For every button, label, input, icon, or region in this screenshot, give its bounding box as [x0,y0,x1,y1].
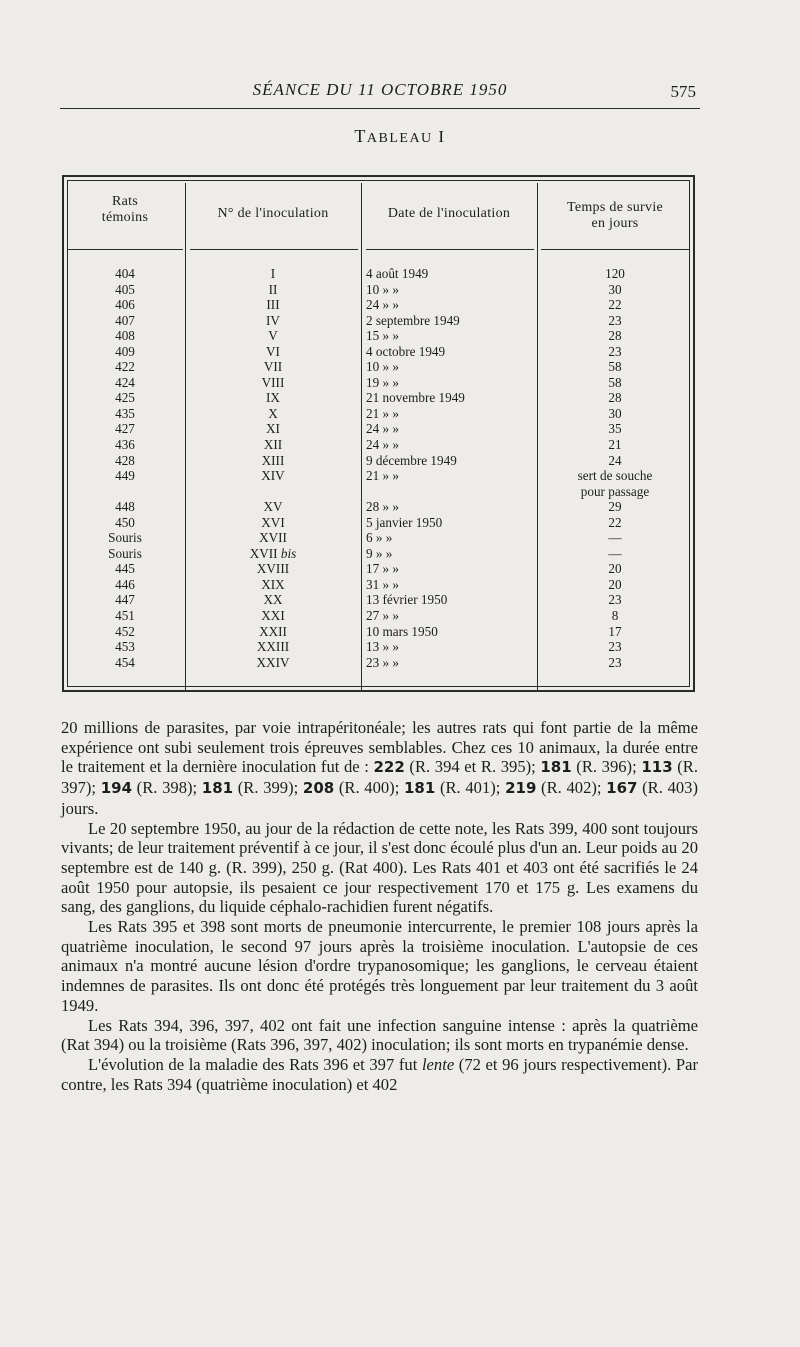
cell-survival: 17 [608,623,622,639]
duration-value: 208 [302,779,335,798]
paragraph: Les Rats 395 et 398 sont morts de pneumonie intercurrente, le premier 108 jours après la quatrième inoculation, le second 97 jours après la troisième inoculation. L'autopsie de ces animaux n'a montré aucune lésion d'ordre trypanosomique; les ganglions, le cerveau étaient indemnes de parasites. Ils ont donc été protégés très longuement par leur traitement du 3 août 1949. [61,917,698,1015]
cell-date: 31 » » [366,576,399,592]
cell-survival: 23 [608,639,622,655]
table-row [66,421,692,437]
cell-inoculation-no: XVII bis [249,545,297,561]
cell-inoculation-no: XX [263,592,283,608]
cell-rat: 405 [115,281,135,297]
paragraph: Les Rats 394, 396, 397, 402 ont fait une infection sanguine intense : après la quatrième (Rat 394) ou la troisième (Rats 396, 397, 402) inoculation; ils sont morts en trypanémie dense. [61,1015,698,1055]
cell-inoculation-no: XIV [261,468,285,484]
cell-inoculation-no: XII [263,437,283,453]
cell-survival: 20 [608,561,622,577]
cell-survival: 35 [608,421,622,437]
cell-date: 24 » » [366,297,399,313]
header-underline [190,249,358,250]
cell-rat: 424 [115,374,135,390]
duration-value: 194 [100,779,133,798]
cell-date: 21 novembre 1949 [366,390,465,406]
cell-date: 27 » » [366,608,399,624]
cell-inoculation-no: XIX [261,576,285,592]
cell-inoculation-no: III [266,297,280,313]
body-text [61,718,699,1094]
cell-survival: 30 [608,405,622,421]
cell-inoculation-no: XVI [261,514,285,530]
duration-value: 181 [403,779,436,798]
table-row [66,390,692,406]
paragraph: L'évolution de la maladie des Rats 396 et 397 fut lente (72 et 96 jours respectivement). Par contre, les Rats 394 (quatrième inoculation) et 402 [61,1054,698,1094]
table-row [66,328,692,344]
cell-date: 10 » » [366,281,399,297]
table-title-number: I [432,127,446,146]
cell-inoculation-no: XVIII [256,561,290,577]
emphasis: lente [421,1054,455,1074]
duration-value: 167 [606,779,638,798]
header-rule [60,108,700,109]
table-row [66,546,692,562]
table-row [66,375,692,391]
cell-rat: 447 [115,592,135,608]
table-row [66,499,692,515]
cell-rat: 422 [115,359,135,375]
header-underline [541,249,689,250]
table-row [66,639,692,655]
table-row [66,530,692,546]
table-row [66,297,692,313]
cell-rat: 427 [115,421,135,437]
cell-rat: 453 [115,639,135,655]
cell-survival: 28 [608,328,622,344]
cell-rat: 409 [115,343,135,359]
table-row [66,282,692,298]
cell-date: 5 janvier 1950 [366,514,443,530]
cell-inoculation-no: XXIII [256,639,290,655]
duration-value: 181 [540,758,572,777]
cell-date: 23 » » [366,654,399,670]
cell-survival: 22 [608,514,622,530]
cell-rat: 406 [115,297,135,313]
table-row [66,592,692,608]
table-title [0,126,800,147]
cell-date: 28 » » [366,499,399,515]
cell-rat: 448 [115,499,135,515]
cell-date: 4 octobre 1949 [366,343,446,359]
cell-survival: 21 [608,437,622,453]
table-row [66,624,692,640]
cell-rat: 404 [115,266,135,281]
cell-survival: 28 [608,390,622,406]
cell-survival: 22 [608,297,622,313]
cell-rat: Souris [108,530,142,546]
cell-survival: 23 [608,312,622,328]
cell-survival: 58 [608,359,622,375]
header-underline [366,249,534,250]
cell-inoculation-no: XXII [259,623,287,639]
cell-survival: 23 [608,343,622,359]
cell-date: 24 » » [366,437,399,453]
table-row [66,655,692,671]
cell-rat: 435 [115,405,135,421]
table-title-word: ABLEAU [366,131,433,146]
cell-inoculation-no: XXIV [256,654,290,670]
cell-inoculation-no: V [268,328,278,344]
cell-survival: 58 [608,374,622,390]
table-body [66,266,692,670]
running-head [60,80,700,106]
cell-survival: 29 [608,499,622,515]
cell-date: 10 mars 1950 [366,623,438,639]
cell-inoculation-no: VII [263,359,283,375]
cell-inoculation-no: VIII [261,374,285,390]
cell-rat: 445 [115,561,135,577]
cell-rat: 450 [115,514,135,530]
table-title-initial: T [354,126,367,146]
cell-date: 17 » » [366,561,399,577]
paragraph: Le 20 septembre 1950, au jour de la rédaction de cette note, les Rats 399, 400 sont toujours vivants; de leur traitement préventif à ce jour, il s'est donc écoulé plus d'un an. Leur poids au 20 septembre est de 140 g. (R. 399), 250 g. (Rat 400). Les Rats 401 et 403 ont été sacrifiés le 24 août 1950 pour autopsie, ils pesaient ce jour respectivement 170 et 175 g. Les examens du sang, des ganglions, du liquide céphalo-rachidien furent négatifs. [61,818,698,917]
table-row [66,561,692,577]
cell-survival: sert de souche pour passage [577,468,653,499]
table-row [66,577,692,593]
header-underline [68,249,183,250]
cell-survival: — [608,530,622,546]
cell-date: 19 » » [366,374,399,390]
cell-inoculation-no: XV [263,499,283,515]
cell-inoculation-no: XXI [261,608,285,624]
cell-date: 13 » » [366,639,399,655]
cell-date: 2 septembre 1949 [366,312,460,328]
table-row [66,453,692,469]
cell-inoculation-no: X [268,405,278,421]
cell-rat: 428 [115,452,135,468]
cell-rat: 407 [115,312,135,328]
table-row [66,515,692,531]
cell-survival: 8 [611,608,619,624]
cell-survival: 23 [608,654,622,670]
cell-inoculation-no: I [270,266,276,281]
cell-rat: 449 [115,468,135,484]
duration-value: 181 [201,779,234,798]
duration-value: 222 [373,758,405,777]
cell-date: 24 » » [366,421,399,437]
cell-rat: Souris [108,545,142,561]
cell-survival: 23 [608,592,622,608]
table-row [66,437,692,453]
cell-date: 6 » » [366,530,393,546]
table-row [66,406,692,422]
cell-rat: 446 [115,576,135,592]
cell-inoculation-no: XI [266,421,280,437]
cell-date: 21 » » [366,405,399,421]
col-header-date: Date de l'inoculation [387,206,511,221]
paragraph: 20 millions de parasites, par voie intrapéritonéale; les autres rats qui font partie de la même expérience ont subi seulement trois épreuves semblables. Chez ces 10 animaux, la durée entre le traitement et la dernière inoculation fut de : 222 (R. 394 et R. 395); 181 (R. 396); 113 (R. 397); 194 (R. 398); 181 (R. 399); 208 (R. 400); 181 (R. 401); 219 (R. 402); 167 (R. 403) jours. [61,718,699,818]
table-row [66,359,692,375]
col-header-survival: Temps de survie en jours [566,200,664,231]
cell-date: 10 » » [366,359,399,375]
page-number: 575 [670,82,696,101]
cell-rat: 451 [115,608,135,624]
cell-inoculation-no: IX [266,390,280,406]
table-row [66,266,692,282]
duration-value: 113 [641,758,673,777]
cell-survival: 20 [608,576,622,592]
table-row [66,344,692,360]
cell-rat: 452 [115,623,135,639]
cell-inoculation-no: VI [266,343,280,359]
cell-rat: 454 [115,654,135,670]
cell-survival: — [608,545,622,561]
cell-survival: 30 [608,281,622,297]
table-row [66,608,692,624]
table-row [66,313,692,329]
col-header-inoculation: N° de l'inoculation [217,206,329,221]
cell-inoculation-no: XVII [259,530,287,546]
col-header-rats: Rats témoins [101,194,149,225]
cell-inoculation-no: II [268,281,278,297]
cell-rat: 436 [115,437,135,453]
cell-inoculation-no: IV [266,312,280,328]
running-head-title: SÉANCE DU 11 OCTOBRE 1950 [252,80,508,99]
cell-date: 13 février 1950 [366,592,448,608]
cell-survival: 24 [608,452,622,468]
duration-value: 219 [505,779,537,798]
cell-date: 4 août 1949 [366,266,429,281]
cell-rat: 408 [115,328,135,344]
cell-rat: 425 [115,390,135,406]
cell-inoculation-no: XIII [261,452,285,468]
table-row [66,468,692,499]
cell-date: 9 décembre 1949 [366,452,457,468]
cell-date: 21 » » [366,468,399,484]
cell-survival: 120 [605,266,625,281]
cell-date: 15 » » [366,328,399,344]
cell-date: 9 » » [366,545,393,561]
